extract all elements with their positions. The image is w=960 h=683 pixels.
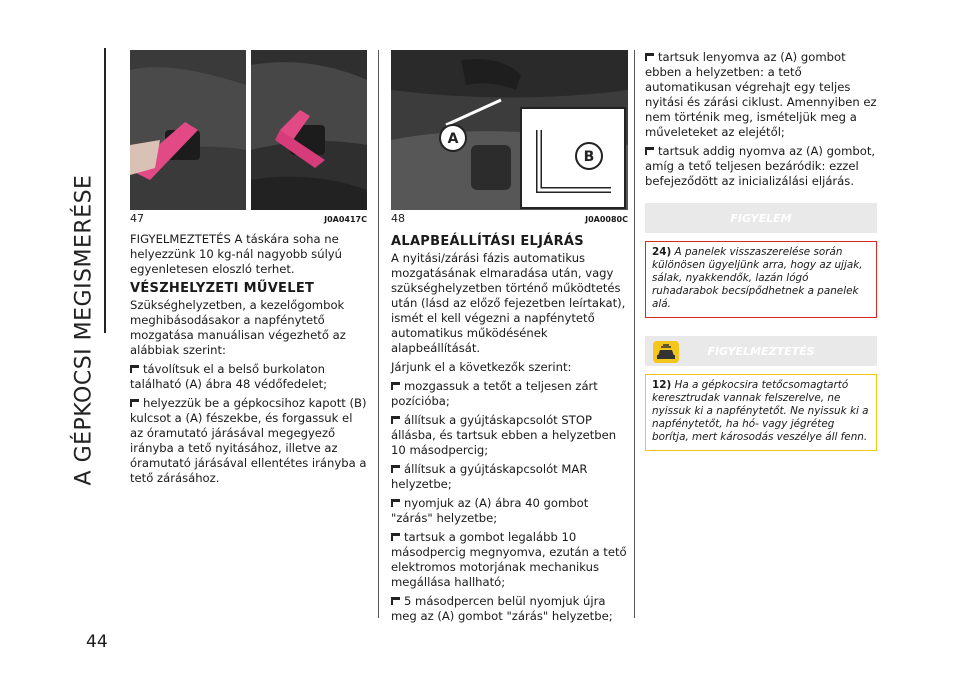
- caution-header: [645, 336, 877, 366]
- column-1: [130, 50, 367, 490]
- list-item: nyomjuk az (A) ábra 40 gombot "zárás" helyzetbe;: [391, 496, 589, 525]
- list-item: tartsuk addig nyomva az (A) gombot, amíg a tető teljesen bezáródik: ezzel befejeződött az inicializálási eljárás.: [645, 144, 876, 188]
- paragraph: FIGYELMEZTETÉS A táskára soha ne helyezzünk 10 kg-nál nagyobb súlyú egyenletesen eloszló terhet.: [130, 232, 343, 276]
- warning-number: 24): [652, 246, 672, 258]
- bag-strap-photo: [130, 50, 367, 210]
- figure-code: J0A0080C: [585, 215, 628, 224]
- warning-text: A panelek visszaszerelése során különösen ügyeljünk arra, hogy az ujjak, sálak, nyakkendők, lazán lógó ruhadarabok becsípődhetnek a panelek alá.: [652, 246, 863, 310]
- warning-box: [645, 241, 877, 318]
- figure-48-photo: [391, 50, 628, 210]
- caution-number: 12): [652, 379, 672, 391]
- bullet-icon: [391, 597, 400, 605]
- bullet-icon: [645, 53, 654, 61]
- figure-code: J0A0417C: [324, 215, 367, 224]
- list-item: helyezzük be a gépkocsihoz kapott (B) kulcsot a (A) fészekbe, és forgassuk el az óramutató járásával megegyező irányba a tető nyitásához, illetve az óramutató járásával ellentétes irányba a tető zárásához.: [130, 396, 367, 485]
- figure-number: 47: [130, 212, 144, 225]
- section-heading: VÉSZHELYZETI MŰVELET: [130, 281, 315, 296]
- column-divider: [634, 50, 635, 618]
- list-item: távolítsuk el a belső burkolaton található (A) ábra 48 védőfedelet;: [130, 362, 328, 391]
- list-item: állítsuk a gyújtáskapcsolót MAR helyzetbe;: [391, 462, 588, 491]
- paragraph: Járjunk el a következők szerint:: [391, 360, 572, 374]
- section-title: A GÉPKOCSI MEGISMERÉSE: [71, 174, 97, 486]
- list-item: 5 másodpercen belül nyomjuk újra meg az (A) gombot "zárás" helyzetbe;: [391, 594, 613, 623]
- warning-title: FIGYELEM: [730, 211, 792, 225]
- paragraph: A nyitási/zárási fázis automatikus mozgatásának elmaradása után, vagy szükséghelyzetben történő működtetés után (lásd az előző fejezetben leírtakat), ismét el kell végezni a napfénytető automatikus működésének alapbeállítását.: [391, 251, 626, 355]
- bullet-icon: [130, 365, 139, 373]
- figure-47-photo: [130, 50, 367, 210]
- bullet-icon: [391, 499, 400, 507]
- caution-box: [645, 374, 877, 451]
- paragraph: Szükséghelyzetben, a kezelőgombok meghibásodásakor a napfénytető mozgatása manuálisan végezhető az alábbiak szerint:: [130, 298, 346, 357]
- list-item: állítsuk a gyújtáskapcsolót STOP állásba, és tartsuk ebben a helyzetben 10 másodpercig;: [391, 413, 617, 457]
- label-a: A: [447, 131, 459, 147]
- bullet-icon: [130, 399, 139, 407]
- page-number: 44: [86, 632, 108, 652]
- list-item: mozgassuk a tetőt a teljesen zárt pozícióba;: [391, 379, 598, 408]
- warning-header: [645, 203, 877, 233]
- bullet-icon: [391, 465, 400, 473]
- section-rule: [104, 48, 106, 333]
- column-2: [391, 50, 628, 628]
- bullet-icon: [645, 147, 654, 155]
- list-item: tartsuk a gombot legalább 10 másodpercig megnyomva, ezután a tető elektromos motorjának mechanikus megállása hallható;: [391, 530, 627, 589]
- section-heading: ALAPBEÁLLÍTÁSI ELJÁRÁS: [391, 234, 584, 249]
- bullet-icon: [391, 533, 400, 541]
- sunroof-key-photo: [391, 50, 628, 210]
- caution-title: FIGYELMEZTETÉS: [707, 344, 815, 358]
- bullet-icon: [391, 416, 400, 424]
- column-3: [645, 50, 877, 451]
- caution-text: Ha a gépkocsira tetőcsomagtartó keresztrudak vannak felszerelve, ne nyissuk ki a napfénytetőt. Ne nyissuk ki a napfénytetőt, ha hó- vagy jégréteg borítja, mert károsodás veszélye áll fenn.: [652, 379, 869, 443]
- list-item: tartsuk lenyomva az (A) gombot ebben a helyzetben: a tető automatikusan végrehajt egy teljes nyitási és zárási ciklust. Amennyiben ez nem történik meg, ismételjük meg a műveleteket az elejétől;: [645, 50, 877, 139]
- label-b: B: [583, 149, 595, 165]
- figure-number: 48: [391, 212, 405, 225]
- column-divider: [378, 50, 379, 618]
- car-warning-icon: [653, 341, 679, 363]
- bullet-icon: [391, 382, 400, 390]
